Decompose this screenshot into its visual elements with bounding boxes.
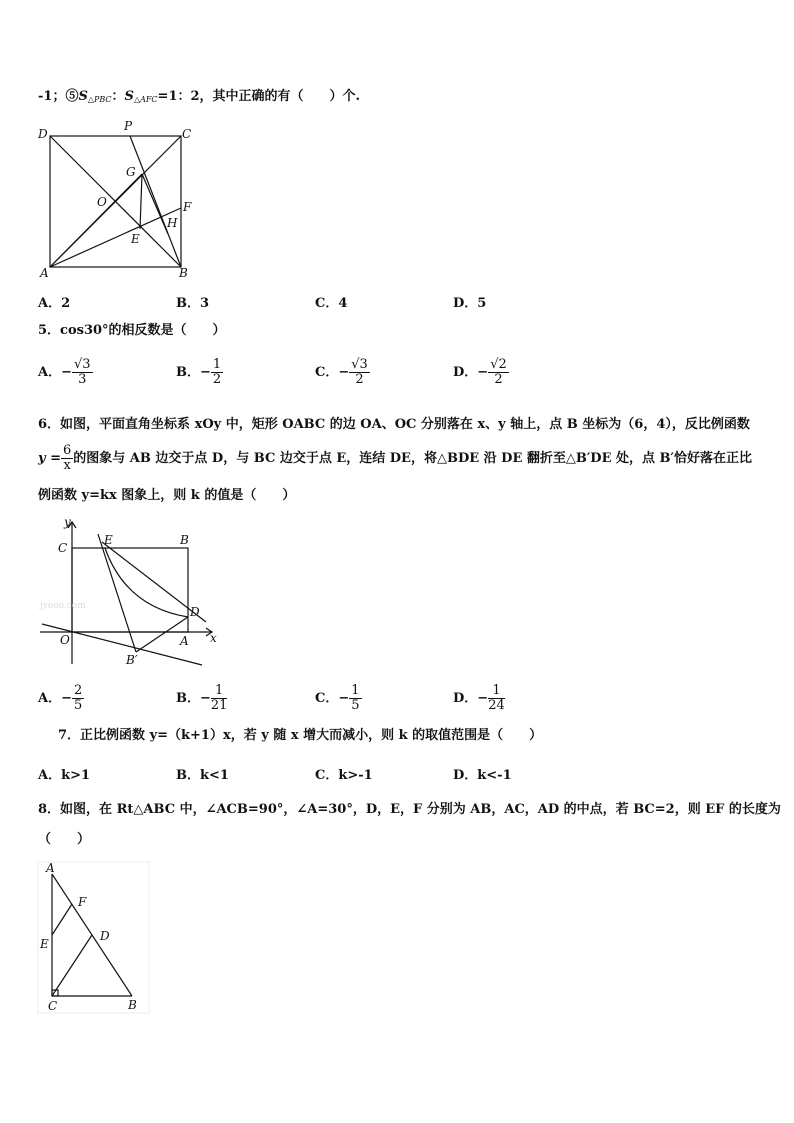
q7-option-b: B．k<1 xyxy=(176,768,229,783)
q6-label-Bprime: B′ xyxy=(126,653,138,667)
q8-triangle-figure xyxy=(36,860,151,1015)
q8-label-F: F xyxy=(78,895,87,909)
q7-option-d: D．k<-1 xyxy=(453,768,512,783)
q6-option-a: A．− $\frac{2}{5}$ xyxy=(38,683,83,713)
q4-label-E: E xyxy=(131,232,140,246)
q8-label-E: E xyxy=(40,937,49,951)
q4-label-O: O xyxy=(97,195,107,209)
q4-option-b: B．3 xyxy=(176,296,210,311)
q5-option-c: C．− $\frac{√3}{2}$ xyxy=(315,357,368,387)
q6-label-B: B xyxy=(180,533,189,547)
q7-option-c: C．k>-1 xyxy=(315,768,373,783)
q6-label-x: x xyxy=(210,631,217,645)
q4-label-A: A xyxy=(40,266,49,280)
q4-option-c: C．4 xyxy=(315,296,348,311)
q6-stem-line1: 6．如图，平面直角坐标系 xOy 中，矩形 OABC 的边 OA、OC 分别落在 x、y 轴上，点 B 坐标为（6，4），反比例函数 xyxy=(38,417,750,432)
q5-option-d: D．− $\frac{√2}{2}$ xyxy=(453,357,507,387)
q4-square-figure xyxy=(36,116,196,286)
q8-label-D: D xyxy=(100,929,110,943)
q4-label-H: H xyxy=(167,216,178,230)
q6-label-C: C xyxy=(58,541,68,555)
q6-option-c: C．− $\frac{1}{5}$ xyxy=(315,683,360,713)
q5-option-a: A．− $\frac{√3}{3}$ xyxy=(38,357,91,387)
q4-label-B: B xyxy=(179,266,188,280)
q6-option-b: B．− $\frac{1}{21}$ xyxy=(176,683,228,713)
q5-option-b: B．− $\frac{1}{2}$ xyxy=(176,357,222,387)
q8-stem-line2: （ ） xyxy=(38,832,91,847)
q6-label-O: O xyxy=(60,633,70,647)
q6-stem-line3: 例函数 y=kx 图象上，则 k 的值是（ ） xyxy=(38,488,296,503)
q8-label-C: C xyxy=(48,999,58,1013)
q4-option-d: D．5 xyxy=(453,296,487,311)
q5-stem: 5．cos30°的相反数是（ ） xyxy=(38,323,226,338)
q4-label-C: C xyxy=(182,127,192,141)
q7-option-a: A．k>1 xyxy=(38,768,91,783)
q6-label-y: y xyxy=(64,515,71,529)
q6-label-A: A xyxy=(180,634,189,648)
q6-watermark: jyeoo.com xyxy=(40,601,86,611)
q6-label-D: D xyxy=(190,605,200,619)
q6-stem-line2: y = $\frac{6}{x}$ 的图象与 AB 边交于点 D，与 BC 边交于点 E，连结 DE，将△BDE 沿 DE 翻折至△B′DE 处，点 B′恰好落在正比 xyxy=(38,443,752,473)
q4-stem: -1；$⑤S_{\triangle PBC}$：$S_{\triangle AFC}=1$：2，其中正确的有（ ）个. xyxy=(38,89,361,104)
q4-option-a: A．2 xyxy=(38,296,71,311)
q4-label-G: G xyxy=(126,165,136,179)
q4-label-F: F xyxy=(183,200,192,214)
q6-option-d: D．− $\frac{1}{24}$ xyxy=(453,683,505,713)
q4-label-D: D xyxy=(38,127,48,141)
q7-stem: 7．正比例函数 y=（k+1）x，若 y 随 x 增大而减小，则 k 的取值范围是（ ） xyxy=(58,728,543,743)
q8-stem-line1: 8．如图，在 Rt△ABC 中，∠ACB=90°，∠A=30°，D，E，F 分别为 AB，AC，AD 的中点，若 BC=2，则 EF 的长度为 xyxy=(38,802,781,817)
q6-coordinate-figure xyxy=(36,512,226,672)
q8-label-B: B xyxy=(128,998,137,1012)
q8-label-A: A xyxy=(46,861,55,875)
q6-label-E: E xyxy=(104,533,113,547)
q4-label-P: P xyxy=(124,119,133,133)
